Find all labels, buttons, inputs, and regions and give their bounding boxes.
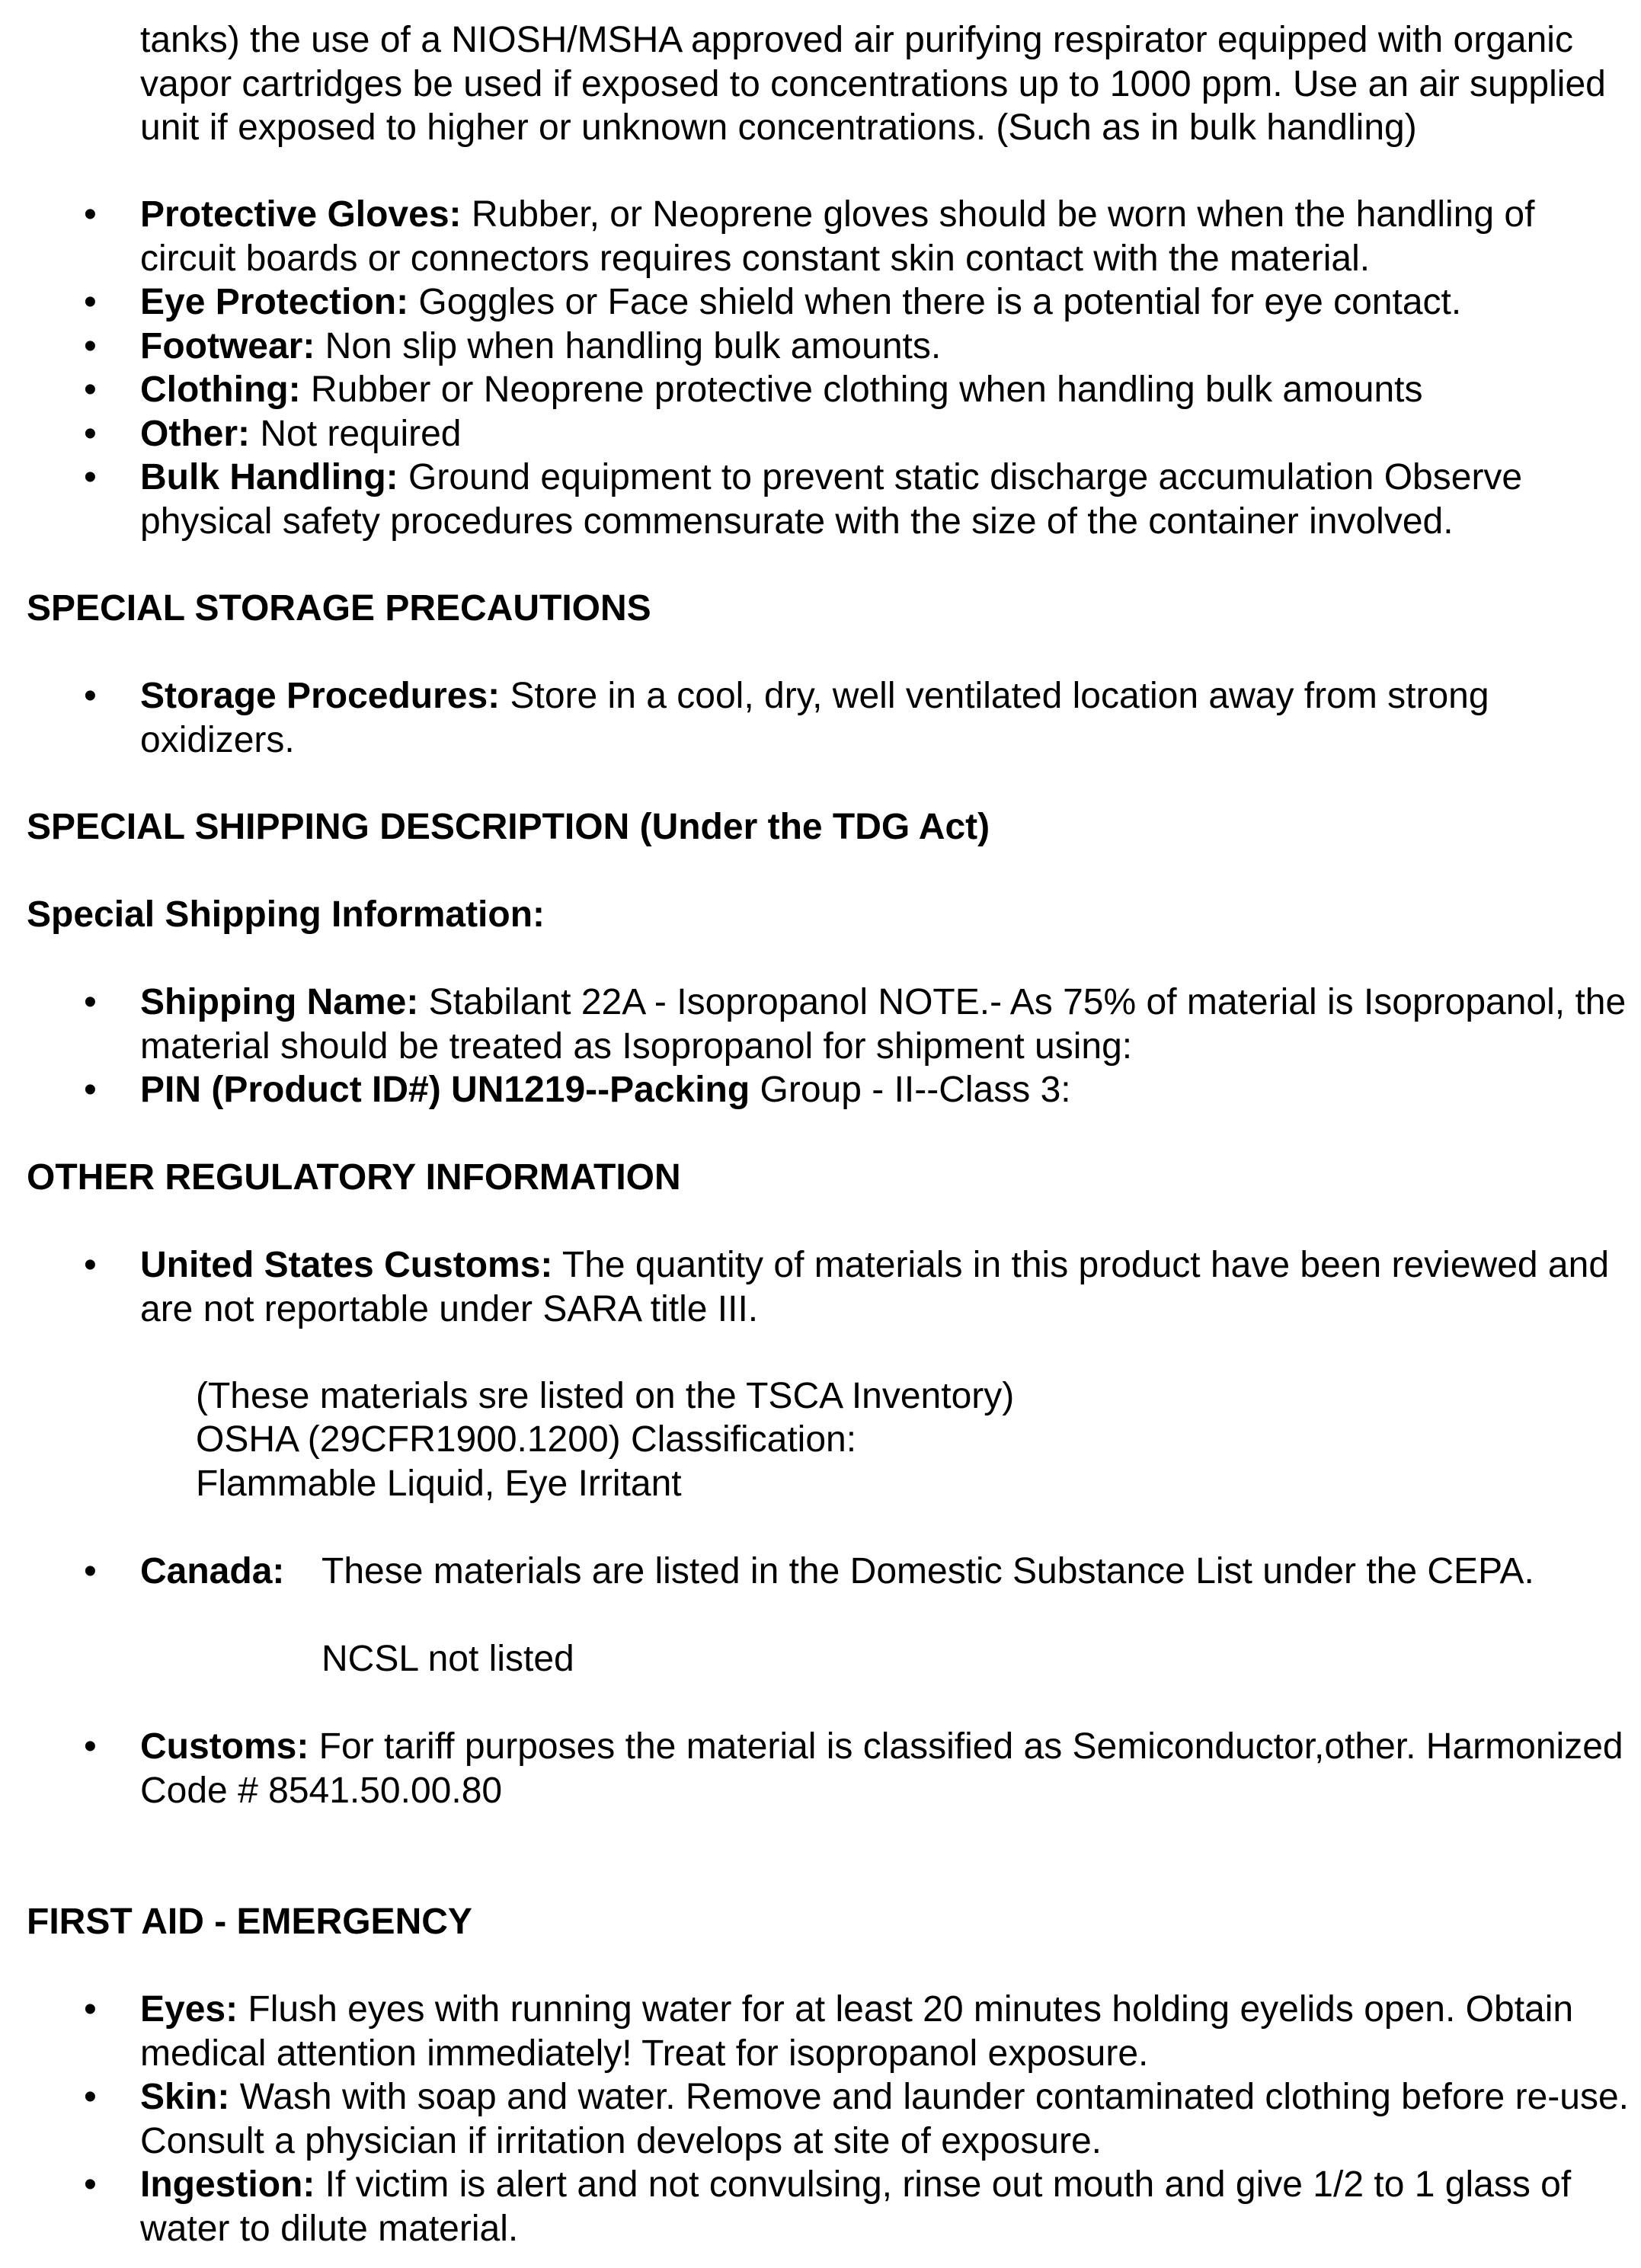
- item-text: For tariff purposes the material is classified as Semiconductor,other. Harmonized Code # 8541.50.00.80: [140, 1726, 1623, 1811]
- bullet-icon: •: [84, 369, 97, 410]
- section-heading-shipping: SPECIAL SHIPPING DESCRIPTION (Under the TDG Act): [27, 807, 990, 847]
- item-text: Ground equipment to prevent static discharge accumulation Observe physical safety procedures commensurate with the size of the container involved.: [140, 457, 1523, 542]
- item-label: Footwear:: [140, 325, 315, 366]
- bullet-icon: •: [84, 413, 97, 454]
- item-label: Eyes:: [140, 1989, 238, 2030]
- list-item: [0, 1988, 1633, 2075]
- item-text: Wash with soap and water. Remove and launder contaminated clothing before re-use. Consult a physician if irritation develops at site of exposure.: [140, 2077, 1629, 2161]
- item-label: Eye Protection:: [140, 282, 409, 322]
- item-text: Goggles or Face shield when there is a potential for eye contact.: [408, 282, 1462, 322]
- item-label: Shipping Name:: [140, 982, 419, 1022]
- item-text: Store in a cool, dry, well ventilated location away from strong oxidizers.: [140, 676, 1489, 760]
- item-label: Storage Procedures:: [140, 676, 501, 716]
- list-item: [0, 412, 1633, 456]
- list-item: [0, 1725, 1633, 1812]
- list-item: [0, 325, 1633, 369]
- regulatory-list: [0, 1243, 1641, 1331]
- bullet-icon: •: [84, 194, 97, 235]
- list-item: [0, 1068, 1633, 1112]
- customs-list: [0, 1725, 1641, 1812]
- item-text: Rubber or Neoprene protective clothing when handling bulk amounts: [300, 369, 1423, 410]
- item-label: Canada:: [140, 1551, 285, 1591]
- item-text: Stabilant 22A - Isopropanol NOTE.- As 75% of material is Isopropanol, the material should be treated as Isopropanol for shipment using:: [140, 982, 1627, 1067]
- bullet-icon: •: [84, 982, 97, 1022]
- item-text: Non slip when handling bulk amounts.: [315, 325, 942, 366]
- item-text: The quantity of materials in this product have been reviewed and are not reportable under SARA title III.: [140, 1245, 1610, 1329]
- classification-line: Flammable Liquid, Eye Irritant: [196, 1463, 682, 1504]
- bullet-icon: •: [84, 2164, 97, 2205]
- item-text: Not required: [250, 413, 462, 454]
- item-label: Other:: [140, 413, 250, 454]
- osha-line: OSHA (29CFR1900.1200) Classification:: [196, 1419, 857, 1460]
- bullet-icon: •: [84, 1989, 97, 2030]
- list-item: [0, 2075, 1633, 2163]
- storage-list: [0, 674, 1641, 762]
- item-label: Ingestion:: [140, 2164, 315, 2205]
- list-item: [0, 2163, 1633, 2250]
- section-heading-storage: SPECIAL STORAGE PRECAUTIONS: [27, 588, 651, 629]
- list-item: [0, 193, 1633, 280]
- protection-list: [0, 193, 1641, 543]
- item-label: Clothing:: [140, 369, 301, 410]
- list-item: [0, 980, 1633, 1068]
- section-heading-first-aid: FIRST AID - EMERGENCY: [27, 1902, 472, 1942]
- ncsl-line: NCSL not listed: [321, 1639, 574, 1679]
- bullet-icon: •: [84, 676, 97, 716]
- bullet-icon: •: [84, 1245, 97, 1285]
- item-text: Flush eyes with running water for at least 20 minutes holding eyelids open. Obtain medical attention immediately! Treat for isopropanol exposure.: [140, 1989, 1574, 2074]
- list-item: [0, 1243, 1633, 1331]
- bullet-icon: •: [84, 282, 97, 322]
- bullet-icon: •: [84, 1726, 97, 1767]
- item-text: These materials are listed in the Domestic Substance List under the CEPA.: [321, 1551, 1534, 1591]
- list-item: [0, 280, 1633, 325]
- first-aid-list: [0, 1988, 1641, 2250]
- bullet-icon: •: [84, 1070, 97, 1110]
- item-text: Rubber, or Neoprene gloves should be worn when the handling of circuit boards or connectors requires constant skin contact with the material.: [140, 194, 1535, 279]
- shipping-list: [0, 980, 1641, 1112]
- item-label: Protective Gloves:: [140, 194, 462, 235]
- subheading-shipping-info: Special Shipping Information:: [27, 894, 545, 935]
- list-item: [0, 674, 1633, 762]
- intro-paragraph: tanks) the use of a NIOSH/MSHA approved air purifying respirator equipped with organic vapor cartridges be used if exposed to concentrations up to 1000 ppm. Use an air supplied unit if exposed to higher or unknown concentrations. (Such as in bulk handling): [140, 20, 1606, 148]
- list-item: [0, 368, 1633, 412]
- bullet-icon: •: [84, 1551, 97, 1591]
- item-label: United States Customs:: [140, 1245, 553, 1285]
- bullet-icon: •: [84, 2077, 97, 2117]
- item-label: Bulk Handling:: [140, 457, 398, 497]
- item-label: Skin:: [140, 2077, 230, 2117]
- list-item: [0, 456, 1633, 543]
- bullet-icon: •: [84, 457, 97, 497]
- item-text: If victim is alert and not convulsing, rinse out mouth and give 1/2 to 1 glass of water to dilute material.: [140, 2164, 1572, 2249]
- section-heading-regulatory: OTHER REGULATORY INFORMATION: [27, 1157, 681, 1198]
- item-label: PIN (Product ID#) UN1219--Packing: [140, 1070, 750, 1110]
- item-label: Customs:: [140, 1726, 309, 1767]
- bullet-icon: •: [84, 325, 97, 366]
- tsca-line: (These materials sre listed on the TSCA Inventory): [196, 1376, 1015, 1416]
- item-text: Group - II--Class 3:: [750, 1070, 1071, 1110]
